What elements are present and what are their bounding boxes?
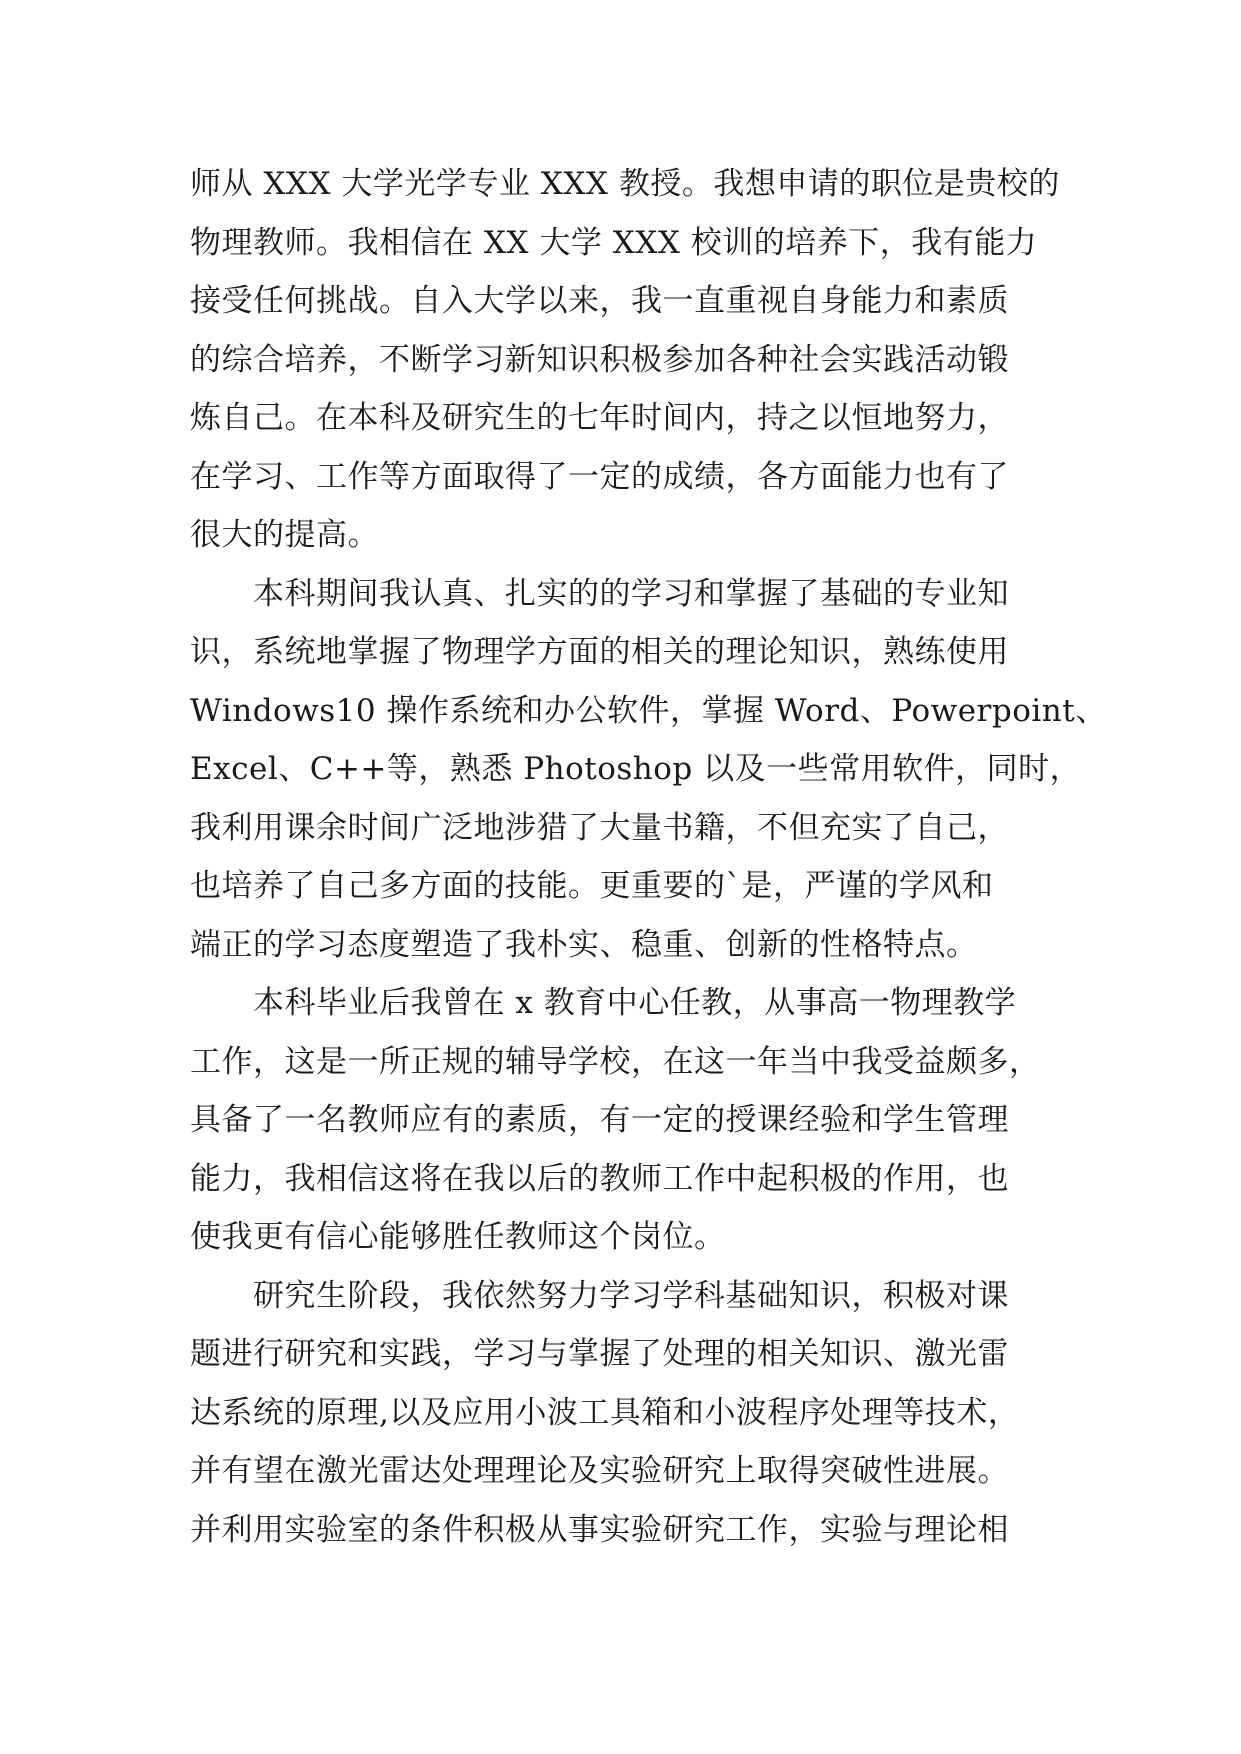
text-line: 工作，这是一所正规的辅导学校，在这一年当中我受益颇多， — [190, 1043, 1041, 1080]
text-line: 很大的提高。 — [190, 517, 379, 553]
text-line: 本科毕业后我曾在 x 教育中心任教，从事高一物理教学 — [190, 985, 1017, 1021]
text-line: 研究生阶段，我依然努力学习学科基础知识，积极对课 — [190, 1277, 1009, 1314]
text-line: 识，系统地掌握了物理学方面的相关的理论知识，熟练使用 — [190, 634, 1009, 670]
text-line: 炼自己。在本科及研究生的七年时间内，持之以恒地努力， — [190, 400, 1009, 436]
text-line: 端正的学习态度塑造了我朴实、稳重、创新的性格特点。 — [190, 926, 978, 963]
text-line: 使我更有信心能够胜任教师这个岗位。 — [190, 1219, 726, 1255]
text-line: Windows10 操作系统和办公软件，掌握 Word、Powerpoint、 — [190, 692, 1107, 729]
document-body — [190, 155, 1107, 1559]
text-line: 接受任何挑战。自入大学以来，我一直重视自身能力和素质 — [190, 283, 1009, 319]
text-line: 题进行研究和实践，学习与掌握了处理的相关知识、激光雷 — [190, 1336, 1009, 1372]
text-line: Excel、C++等，熟悉 Photoshop 以及一些常用软件，同时， — [190, 751, 1082, 787]
text-line: 并有望在激光雷达处理理论及实验研究上取得突破性进展。 — [190, 1453, 1009, 1489]
text-line: 具备了一名教师应有的素质，有一定的授课经验和学生管理 — [190, 1102, 1009, 1138]
text-line: 我利用课余时间广泛地涉猎了大量书籍，不但充实了自己， — [190, 809, 1009, 846]
text-line: 在学习、工作等方面取得了一定的成绩，各方面能力也有了 — [190, 458, 1009, 495]
text-line: 物理教师。我相信在 XX 大学 XXX 校训的培养下，我有能力 — [190, 224, 1038, 261]
text-line: 师从 XXX 大学光学专业 XXX 教授。我想申请的职位是贵校的 — [190, 166, 1060, 202]
text-line: 的综合培养，不断学习新知识积极参加各种社会实践活动锻 — [190, 341, 1009, 378]
text-line: 本科期间我认真、扎实的的学习和掌握了基础的专业知 — [190, 575, 1009, 612]
text-line: 并利用实验室的条件积极从事实验研究工作，实验与理论相 — [190, 1511, 1009, 1548]
text-line: 达系统的原理,以及应用小波工具箱和小波程序处理等技术， — [190, 1394, 1020, 1431]
text-line: 也培养了自己多方面的技能。更重要的`是，严谨的学风和 — [190, 868, 994, 904]
text-line: 能力，我相信这将在我以后的教师工作中起积极的作用，也 — [190, 1160, 1009, 1197]
